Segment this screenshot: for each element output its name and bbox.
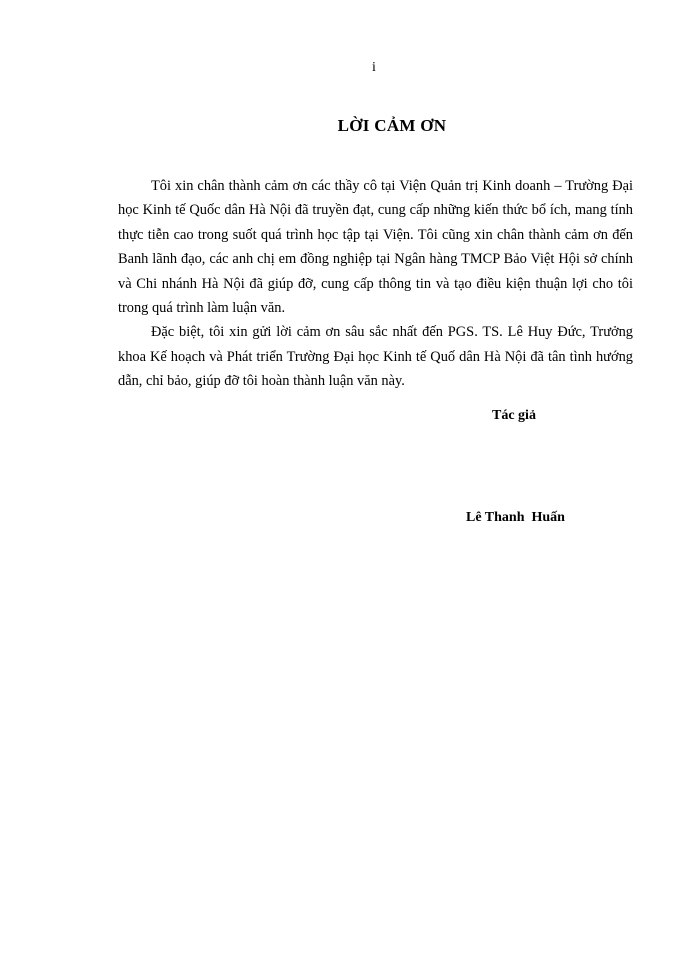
signature-name: Lê Thanh Huấn (466, 510, 565, 525)
paragraph-thanks-institute: Tôi xin chân thành cảm ơn các thầy cô tại Viện Quản trị Kinh doanh – Trường Đại học Kinh tế Quốc dân Hà Nội đã truyền đạt, cung cấp những kiến thức bổ ích, mang tính thực tiễn cao trong suốt quá trình học tập tại Viện. Tôi cũng xin chân thành cảm ơn đến Banh lãnh đạo, các anh chị em đồng nghiệp tại Ngân hàng TMCP Bảo Việt Hội sở chính và Chi nhánh Hà Nội đã giúp đỡ, cung cấp thông tin và tạo điều kiện thuận lợi cho tôi trong quá trình làm luận văn. (118, 178, 633, 317)
signature-role: Tác giả (492, 408, 536, 423)
page-title: LỜI CẢM ƠN (337, 116, 447, 135)
acknowledgement-body (118, 174, 633, 394)
paragraph-thanks-advisor: Đặc biệt, tôi xin gửi lời cảm ơn sâu sắc nhất đến PGS. TS. Lê Huy Đức, Trưởng khoa Kế hoạch và Phát triển Trường Đại học Kinh tế Quố dân Hà Nội đã tân tình hướng dẫn, chỉ bảo, giúp đỡ tôi hoàn thành luận văn này. (118, 324, 633, 390)
page-number: i (372, 60, 376, 75)
